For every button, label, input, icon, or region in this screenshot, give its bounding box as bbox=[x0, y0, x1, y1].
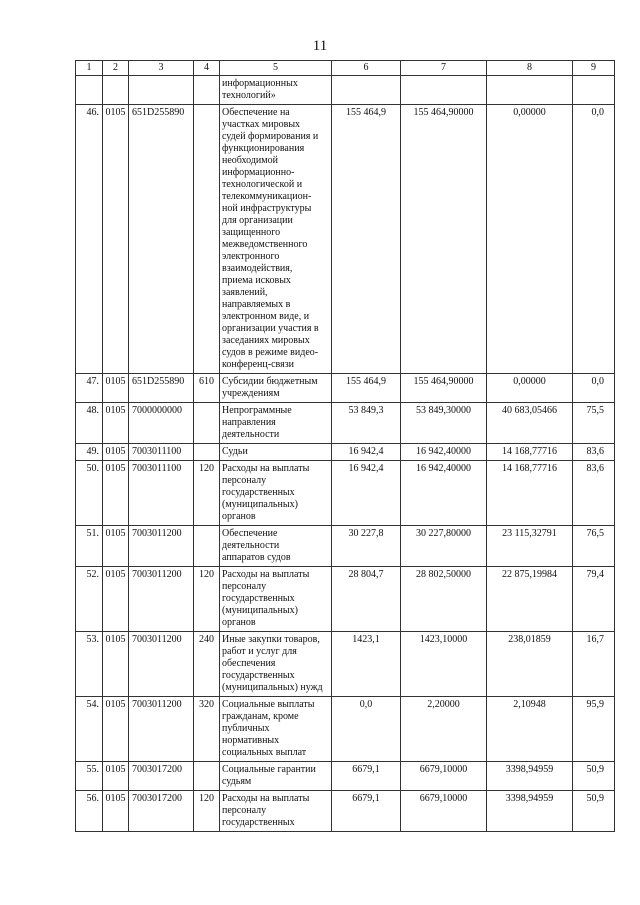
expense-type bbox=[194, 444, 220, 461]
planned-amount: 16 942,4 bbox=[332, 461, 401, 526]
execution-percent: 83,6 bbox=[573, 444, 615, 461]
refined-amount: 155 464,90000 bbox=[401, 374, 487, 403]
section-code: 0105 bbox=[103, 461, 129, 526]
refined-amount: 6679,10000 bbox=[401, 762, 487, 791]
target-code: 7003011100 bbox=[129, 461, 194, 526]
row-number: 55. bbox=[76, 762, 103, 791]
budget-table bbox=[75, 60, 615, 832]
execution-percent: 75,5 bbox=[573, 403, 615, 444]
target-code: 651D255890 bbox=[129, 105, 194, 374]
planned-amount: 53 849,3 bbox=[332, 403, 401, 444]
planned-amount: 155 464,9 bbox=[332, 105, 401, 374]
section-code: 0105 bbox=[103, 632, 129, 697]
executed-amount: 23 115,32791 bbox=[487, 526, 573, 567]
item-name: Расходы на выплаты персоналу государственных (муниципальных) органов bbox=[220, 567, 332, 632]
executed-amount: 14 168,77716 bbox=[487, 461, 573, 526]
refined-amount: 16 942,40000 bbox=[401, 444, 487, 461]
table-row bbox=[76, 697, 615, 762]
execution-percent: 16,7 bbox=[573, 632, 615, 697]
execution-percent: 0,0 bbox=[573, 105, 615, 374]
refined-amount: 30 227,80000 bbox=[401, 526, 487, 567]
row-number: 48. bbox=[76, 403, 103, 444]
target-code: 7003011200 bbox=[129, 697, 194, 762]
table-row bbox=[76, 403, 615, 444]
execution-percent: 79,4 bbox=[573, 567, 615, 632]
target-code: 7003017200 bbox=[129, 762, 194, 791]
section-code: 0105 bbox=[103, 444, 129, 461]
executed-amount bbox=[487, 76, 573, 105]
table-row bbox=[76, 461, 615, 526]
column-header: 3 bbox=[129, 61, 194, 76]
executed-amount: 3398,94959 bbox=[487, 762, 573, 791]
expense-type: 120 bbox=[194, 791, 220, 832]
section-code: 0105 bbox=[103, 567, 129, 632]
table-row bbox=[76, 374, 615, 403]
section-code: 0105 bbox=[103, 762, 129, 791]
execution-percent: 83,6 bbox=[573, 461, 615, 526]
expense-type: 120 bbox=[194, 567, 220, 632]
expense-type bbox=[194, 526, 220, 567]
execution-percent: 0,0 bbox=[573, 374, 615, 403]
executed-amount: 22 875,19984 bbox=[487, 567, 573, 632]
row-number: 54. bbox=[76, 697, 103, 762]
refined-amount: 2,20000 bbox=[401, 697, 487, 762]
item-name: Обеспечение деятельности аппаратов судов bbox=[220, 526, 332, 567]
section-code: 0105 bbox=[103, 697, 129, 762]
expense-type: 240 bbox=[194, 632, 220, 697]
column-header: 4 bbox=[194, 61, 220, 76]
planned-amount: 6679,1 bbox=[332, 791, 401, 832]
executed-amount: 14 168,77716 bbox=[487, 444, 573, 461]
item-name: Иные закупки товаров, работ и услуг для обеспечения государственных (муниципальных) нужд bbox=[220, 632, 332, 697]
executed-amount: 2,10948 bbox=[487, 697, 573, 762]
planned-amount: 30 227,8 bbox=[332, 526, 401, 567]
item-name: Социальные гарантии судьям bbox=[220, 762, 332, 791]
column-header: 1 bbox=[76, 61, 103, 76]
refined-amount: 6679,10000 bbox=[401, 791, 487, 832]
planned-amount bbox=[332, 76, 401, 105]
row-number: 50. bbox=[76, 461, 103, 526]
target-code: 7003011100 bbox=[129, 444, 194, 461]
column-header: 8 bbox=[487, 61, 573, 76]
table-row bbox=[76, 762, 615, 791]
refined-amount: 1423,10000 bbox=[401, 632, 487, 697]
section-code: 0105 bbox=[103, 526, 129, 567]
planned-amount: 155 464,9 bbox=[332, 374, 401, 403]
expense-type bbox=[194, 403, 220, 444]
target-code: 7000000000 bbox=[129, 403, 194, 444]
section-code: 0105 bbox=[103, 403, 129, 444]
refined-amount: 155 464,90000 bbox=[401, 105, 487, 374]
expense-type: 320 bbox=[194, 697, 220, 762]
item-name: Социальные выплаты гражданам, кроме публичных нормативных социальных выплат bbox=[220, 697, 332, 762]
executed-amount: 40 683,05466 bbox=[487, 403, 573, 444]
item-name: Расходы на выплаты персоналу государственных bbox=[220, 791, 332, 832]
table-row bbox=[76, 526, 615, 567]
execution-percent: 50,9 bbox=[573, 791, 615, 832]
expense-type: 610 bbox=[194, 374, 220, 403]
expense-type: 120 bbox=[194, 461, 220, 526]
executed-amount: 3398,94959 bbox=[487, 791, 573, 832]
row-number: 46. bbox=[76, 105, 103, 374]
planned-amount: 28 804,7 bbox=[332, 567, 401, 632]
item-name: информационных технологий» bbox=[220, 76, 332, 105]
item-name: Субсидии бюджетным учреждениям bbox=[220, 374, 332, 403]
item-name: Судьи bbox=[220, 444, 332, 461]
table-row bbox=[76, 105, 615, 374]
refined-amount: 53 849,30000 bbox=[401, 403, 487, 444]
target-code: 7003011200 bbox=[129, 567, 194, 632]
row-number: 52. bbox=[76, 567, 103, 632]
column-header: 7 bbox=[401, 61, 487, 76]
section-code: 0105 bbox=[103, 791, 129, 832]
table-row bbox=[76, 444, 615, 461]
section-code bbox=[103, 76, 129, 105]
planned-amount: 16 942,4 bbox=[332, 444, 401, 461]
row-number: 53. bbox=[76, 632, 103, 697]
page-number: 11 bbox=[312, 38, 328, 54]
row-number: 49. bbox=[76, 444, 103, 461]
target-code: 7003011200 bbox=[129, 526, 194, 567]
expense-type bbox=[194, 105, 220, 374]
target-code bbox=[129, 76, 194, 105]
expense-type bbox=[194, 762, 220, 791]
item-name: Обеспечение на участках мировых судей формирования и функционирования необходимой информационно- технологической и телекоммуникацион- ной инфраструктуры для организации защищенного межведомственного электронного взаимодействия, приема исковых заявлений, направляемых в электронном виде, и организации участия в заседаниях мировых судов в режиме видео- конференц-связи bbox=[220, 105, 332, 374]
item-name: Расходы на выплаты персоналу государственных (муниципальных) органов bbox=[220, 461, 332, 526]
execution-percent bbox=[573, 76, 615, 105]
row-number: 47. bbox=[76, 374, 103, 403]
section-code: 0105 bbox=[103, 374, 129, 403]
row-number: 51. bbox=[76, 526, 103, 567]
table-row bbox=[76, 76, 615, 105]
target-code: 7003017200 bbox=[129, 791, 194, 832]
execution-percent: 95,9 bbox=[573, 697, 615, 762]
table-row bbox=[76, 567, 615, 632]
executed-amount: 0,00000 bbox=[487, 374, 573, 403]
executed-amount: 0,00000 bbox=[487, 105, 573, 374]
planned-amount: 1423,1 bbox=[332, 632, 401, 697]
column-header: 2 bbox=[103, 61, 129, 76]
target-code: 7003011200 bbox=[129, 632, 194, 697]
planned-amount: 0,0 bbox=[332, 697, 401, 762]
column-header: 9 bbox=[573, 61, 615, 76]
header-row bbox=[76, 61, 615, 76]
expense-type bbox=[194, 76, 220, 105]
execution-percent: 50,9 bbox=[573, 762, 615, 791]
table-row bbox=[76, 791, 615, 832]
refined-amount: 28 802,50000 bbox=[401, 567, 487, 632]
row-number bbox=[76, 76, 103, 105]
section-code: 0105 bbox=[103, 105, 129, 374]
column-header: 5 bbox=[220, 61, 332, 76]
planned-amount: 6679,1 bbox=[332, 762, 401, 791]
table-row bbox=[76, 632, 615, 697]
executed-amount: 238,01859 bbox=[487, 632, 573, 697]
target-code: 651D255890 bbox=[129, 374, 194, 403]
refined-amount: 16 942,40000 bbox=[401, 461, 487, 526]
execution-percent: 76,5 bbox=[573, 526, 615, 567]
row-number: 56. bbox=[76, 791, 103, 832]
item-name: Непрограммные направления деятельности bbox=[220, 403, 332, 444]
refined-amount bbox=[401, 76, 487, 105]
column-header: 6 bbox=[332, 61, 401, 76]
